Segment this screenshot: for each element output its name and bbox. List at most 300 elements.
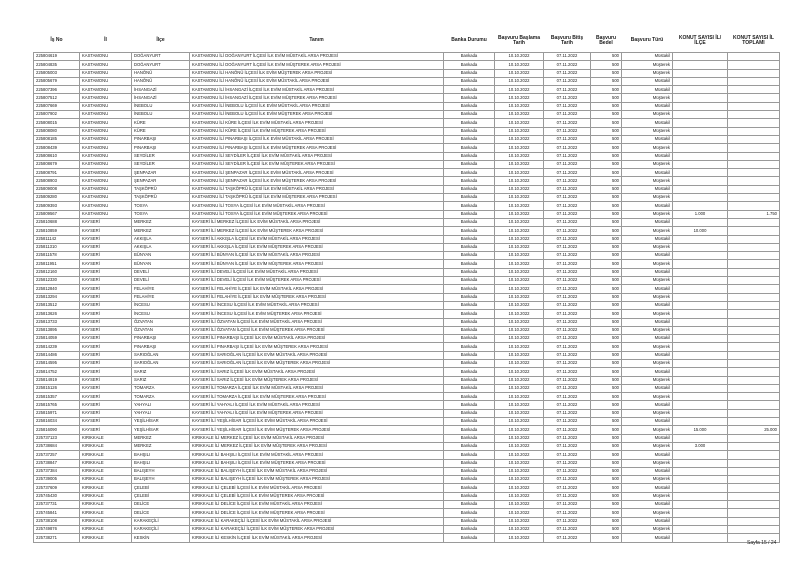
cell-tanim: KASTAMONU İLİ TAŞKÖPRÜ İLÇESİ İLK EVİM MÜSTAKİL ARSA PROJESİ: [190, 185, 444, 193]
cell-basvuru-baslama: 10.10.2022: [495, 194, 544, 202]
cell-basvuru-bitis: 07.11.2022: [544, 326, 591, 334]
cell-ilce: İNCESU: [132, 310, 190, 318]
cell-il: KIRIKKALE: [80, 517, 132, 525]
cell-basvuru-bitis: 07.11.2022: [544, 393, 591, 401]
cell-basvuru-bitis: 07.11.2022: [544, 418, 591, 426]
cell-banka-durumu: Bankada: [444, 293, 495, 301]
cell-il: KAYSERİ: [80, 268, 132, 276]
cell-basvuru-turu: Müstakil: [622, 86, 673, 94]
cell-is-no: 225814059: [34, 335, 80, 343]
cell-is-no: 225808610: [34, 152, 80, 160]
cell-banka-durumu: Bankada: [444, 409, 495, 417]
cell-tanim: KASTAMONU İLİ SEYDİLER İLÇESİ İLK EVİM MÜŞTEREK ARSA PROJESİ: [190, 160, 444, 168]
cell-il: KASTAMONU: [80, 127, 132, 135]
table-row: [34, 442, 780, 450]
table-row: [34, 376, 780, 384]
cell-basvuru-turu: Müşterek: [622, 177, 673, 185]
cell-basvuru-bedel: 500: [591, 301, 622, 309]
cell-banka-durumu: Bankada: [444, 343, 495, 351]
cell-basvuru-bedel: 500: [591, 119, 622, 127]
cell-basvuru-bedel: 500: [591, 467, 622, 475]
cell-tanim: KASTAMONU İLİ KÜRE İLÇESİ İLK EVİM MÜŞTEREK ARSA PROJESİ: [190, 127, 444, 135]
cell-basvuru-bitis: 07.11.2022: [544, 111, 591, 119]
cell-il: KIRIKKALE: [80, 501, 132, 509]
cell-banka-durumu: Bankada: [444, 393, 495, 401]
cell-basvuru-bitis: 07.11.2022: [544, 252, 591, 260]
cell-ilce: TOSYA: [132, 210, 190, 218]
cell-tanim: KIRIKKALE İLİ MERKEZ İLÇESİ İLK EVİM MÜSTAKİL ARSA PROJESİ: [190, 434, 444, 442]
cell-basvuru-bitis: 07.11.2022: [544, 160, 591, 168]
cell-basvuru-turu: Müşterek: [622, 260, 673, 268]
cell-banka-durumu: Bankada: [444, 525, 495, 533]
cell-konut-il-ilce: 10.000: [673, 227, 728, 235]
cell-basvuru-baslama: 10.10.2022: [495, 227, 544, 235]
cell-basvuru-bitis: 07.11.2022: [544, 94, 591, 102]
cell-banka-durumu: Bankada: [444, 484, 495, 492]
cell-banka-durumu: Bankada: [444, 368, 495, 376]
cell-is-no: 225808679: [34, 160, 80, 168]
cell-is-no: 225808903: [34, 177, 80, 185]
cell-konut-il-toplami: [728, 359, 780, 367]
cell-konut-il-toplami: [728, 111, 780, 119]
cell-konut-il-ilce: [673, 484, 728, 492]
cell-il: KAYSERİ: [80, 351, 132, 359]
cell-is-no: 225807902: [34, 111, 80, 119]
cell-banka-durumu: Bankada: [444, 492, 495, 500]
cell-basvuru-bedel: 500: [591, 434, 622, 442]
cell-konut-il-ilce: [673, 235, 728, 243]
cell-ilce: YAHYALI: [132, 401, 190, 409]
table-row: [34, 451, 780, 459]
cell-banka-durumu: Bankada: [444, 94, 495, 102]
cell-basvuru-bitis: 07.11.2022: [544, 343, 591, 351]
cell-basvuru-baslama: 10.10.2022: [495, 525, 544, 533]
cell-basvuru-baslama: 10.10.2022: [495, 53, 544, 61]
table-row: [34, 368, 780, 376]
cell-basvuru-bedel: 500: [591, 69, 622, 77]
cell-ilce: SEYDİLER: [132, 152, 190, 160]
cell-il: KAYSERİ: [80, 426, 132, 434]
cell-konut-il-toplami: [728, 384, 780, 392]
cell-basvuru-turu: Müşterek: [622, 61, 673, 69]
cell-konut-il-toplami: [728, 318, 780, 326]
cell-banka-durumu: Bankada: [444, 185, 495, 193]
cell-tanim: KIRIKKALE İLİ KARAKEÇİLİ İLÇESİ İLK EVİM MÜŞTEREK ARSA PROJESİ: [190, 525, 444, 533]
cell-il: KIRIKKALE: [80, 434, 132, 442]
cell-il: KASTAMONU: [80, 202, 132, 210]
cell-basvuru-bedel: 500: [591, 210, 622, 218]
cell-konut-il-toplami: [728, 86, 780, 94]
cell-basvuru-bedel: 500: [591, 77, 622, 85]
cell-basvuru-bedel: 500: [591, 86, 622, 94]
cell-basvuru-baslama: 10.10.2022: [495, 86, 544, 94]
cell-ilce: YEŞİLHİSAR: [132, 418, 190, 426]
cell-tanim: KASTAMONU İLİ DOĞANYURT İLÇESİ İLK EVİM MÜSTAKİL ARSA PROJESİ: [190, 53, 444, 61]
cell-basvuru-bedel: 500: [591, 401, 622, 409]
cell-basvuru-bitis: 07.11.2022: [544, 409, 591, 417]
table-row: [34, 185, 780, 193]
cell-banka-durumu: Bankada: [444, 119, 495, 127]
cell-ilce: PINARBAŞI: [132, 343, 190, 351]
cell-konut-il-toplami: [728, 135, 780, 143]
cell-banka-durumu: Bankada: [444, 218, 495, 226]
cell-konut-il-toplami: [728, 102, 780, 110]
cell-tanim: KASTAMONU İLİ İNEBOLU İLÇESİ İLK EVİM MÜSTAKİL ARSA PROJESİ: [190, 102, 444, 110]
cell-konut-il-toplami: [728, 335, 780, 343]
cell-il: KASTAMONU: [80, 144, 132, 152]
table-row: [34, 210, 780, 218]
cell-basvuru-bedel: 500: [591, 293, 622, 301]
cell-basvuru-turu: Müşterek: [622, 160, 673, 168]
cell-konut-il-toplami: [728, 418, 780, 426]
cell-il: KAYSERİ: [80, 227, 132, 235]
cell-basvuru-bedel: 500: [591, 160, 622, 168]
cell-basvuru-turu: Müşterek: [622, 277, 673, 285]
cell-konut-il-ilce: [673, 384, 728, 392]
cell-basvuru-turu: Müşterek: [622, 111, 673, 119]
cell-ilce: İNCESU: [132, 301, 190, 309]
cell-basvuru-bedel: 500: [591, 310, 622, 318]
table-row: [34, 293, 780, 301]
cell-ilce: SARIZ: [132, 368, 190, 376]
cell-basvuru-bedel: 500: [591, 235, 622, 243]
cell-ilce: BALIŞEYH: [132, 476, 190, 484]
cell-banka-durumu: Bankada: [444, 177, 495, 185]
cell-il: KIRIKKALE: [80, 451, 132, 459]
cell-basvuru-baslama: 10.10.2022: [495, 160, 544, 168]
cell-basvuru-bedel: 500: [591, 144, 622, 152]
cell-is-no: 225809393: [34, 202, 80, 210]
cell-il: KAYSERİ: [80, 343, 132, 351]
cell-basvuru-turu: Müşterek: [622, 442, 673, 450]
cell-il: KIRIKKALE: [80, 467, 132, 475]
cell-basvuru-bitis: 07.11.2022: [544, 492, 591, 500]
cell-is-no: 225804835: [34, 61, 80, 69]
cell-basvuru-turu: Müstakil: [622, 119, 673, 127]
header-banka-durumu: Banka Durumu: [451, 37, 487, 44]
header-basvuru-baslama: Başvuru Başlama Tarih: [498, 34, 540, 46]
cell-basvuru-bedel: 500: [591, 285, 622, 293]
cell-ilce: HANÖNÜ: [132, 77, 190, 85]
cell-tanim: KASTAMONU İLİ SEYDİLER İLÇESİ İLK EVİM MÜSTAKİL ARSA PROJESİ: [190, 152, 444, 160]
cell-basvuru-bitis: 07.11.2022: [544, 359, 591, 367]
cell-basvuru-baslama: 10.10.2022: [495, 202, 544, 210]
cell-tanim: KAYSERİ İLİ AKKIŞLA İLÇESİ İLK EVİM MÜŞTEREK ARSA PROJESİ: [190, 243, 444, 251]
cell-konut-il-ilce: 15.000: [673, 426, 728, 434]
table-row: [34, 501, 780, 509]
cell-il: KAYSERİ: [80, 384, 132, 392]
cell-konut-il-toplami: [728, 492, 780, 500]
cell-ilce: KÜRE: [132, 119, 190, 127]
table-row: [34, 301, 780, 309]
cell-basvuru-bitis: 07.11.2022: [544, 185, 591, 193]
cell-tanim: KASTAMONU İLİ ŞENPAZAR İLÇESİ İLK EVİM MÜŞTEREK ARSA PROJESİ: [190, 177, 444, 185]
cell-is-no: 225811951: [34, 260, 80, 268]
cell-banka-durumu: Bankada: [444, 401, 495, 409]
cell-basvuru-bitis: 07.11.2022: [544, 127, 591, 135]
cell-konut-il-ilce: [673, 318, 728, 326]
cell-il: KASTAMONU: [80, 135, 132, 143]
cell-konut-il-toplami: [728, 368, 780, 376]
cell-basvuru-bedel: 500: [591, 534, 622, 542]
cell-konut-il-ilce: [673, 343, 728, 351]
table-row: [34, 484, 780, 492]
cell-ilce: YEŞİLHİSAR: [132, 426, 190, 434]
cell-konut-il-ilce: 1.000: [673, 210, 728, 218]
cell-il: KIRIKKALE: [80, 509, 132, 517]
cell-basvuru-baslama: 10.10.2022: [495, 235, 544, 243]
cell-basvuru-turu: Müstakil: [622, 467, 673, 475]
cell-basvuru-bedel: 500: [591, 343, 622, 351]
cell-konut-il-toplami: [728, 202, 780, 210]
cell-il: KAYSERİ: [80, 318, 132, 326]
cell-basvuru-baslama: 10.10.2022: [495, 301, 544, 309]
cell-basvuru-turu: Müstakil: [622, 368, 673, 376]
cell-is-no: 225812840: [34, 285, 80, 293]
cell-basvuru-bitis: 07.11.2022: [544, 426, 591, 434]
cell-konut-il-toplami: [728, 459, 780, 467]
cell-ilce: TAŞKÖPRÜ: [132, 185, 190, 193]
cell-ilce: DELİCE: [132, 509, 190, 517]
cell-ilce: İHSANGAZİ: [132, 94, 190, 102]
table-row: [34, 169, 780, 177]
cell-basvuru-bitis: 07.11.2022: [544, 310, 591, 318]
cell-tanim: KAYSERİ İLİ FELAHİYE İLÇESİ İLK EVİM MÜSTAKİL ARSA PROJESİ: [190, 285, 444, 293]
cell-tanim: KAYSERİ İLİ PINARBAŞI İLÇESİ İLK EVİM MÜSTAKİL ARSA PROJESİ: [190, 335, 444, 343]
cell-basvuru-bitis: 07.11.2022: [544, 277, 591, 285]
table-row: [34, 326, 780, 334]
cell-tanim: KAYSERİ İLİ YEŞİLHİSAR İLÇESİ İLK EVİM MÜSTAKİL ARSA PROJESİ: [190, 418, 444, 426]
cell-ilce: FELAHİYE: [132, 285, 190, 293]
cell-banka-durumu: Bankada: [444, 202, 495, 210]
cell-basvuru-bitis: 07.11.2022: [544, 476, 591, 484]
cell-banka-durumu: Bankada: [444, 210, 495, 218]
cell-basvuru-bedel: 500: [591, 268, 622, 276]
table-row: [34, 252, 780, 260]
cell-konut-il-toplami: [728, 227, 780, 235]
cell-basvuru-turu: Müstakil: [622, 318, 673, 326]
cell-il: KAYSERİ: [80, 326, 132, 334]
cell-il: KAYSERİ: [80, 301, 132, 309]
cell-banka-durumu: Bankada: [444, 260, 495, 268]
cell-konut-il-toplami: 25.000: [728, 426, 780, 434]
cell-konut-il-ilce: [673, 418, 728, 426]
cell-banka-durumu: Bankada: [444, 235, 495, 243]
cell-konut-il-ilce: [673, 111, 728, 119]
cell-ilce: MERKEZ: [132, 218, 190, 226]
cell-konut-il-ilce: [673, 268, 728, 276]
cell-basvuru-baslama: 10.10.2022: [495, 127, 544, 135]
cell-ilce: TOMARZA: [132, 384, 190, 392]
cell-is-no: 225814595: [34, 359, 80, 367]
table-row: [34, 343, 780, 351]
cell-il: KIRIKKALE: [80, 534, 132, 542]
cell-basvuru-bedel: 500: [591, 492, 622, 500]
cell-basvuru-bitis: 07.11.2022: [544, 293, 591, 301]
cell-konut-il-toplami: [728, 69, 780, 77]
cell-il: KIRIKKALE: [80, 525, 132, 533]
cell-basvuru-bedel: 500: [591, 61, 622, 69]
table-row: [34, 359, 780, 367]
cell-basvuru-baslama: 10.10.2022: [495, 77, 544, 85]
cell-konut-il-ilce: [673, 359, 728, 367]
cell-basvuru-baslama: 10.10.2022: [495, 459, 544, 467]
cell-konut-il-ilce: 3.000: [673, 442, 728, 450]
cell-ilce: PINARBAŞI: [132, 335, 190, 343]
cell-basvuru-bitis: 07.11.2022: [544, 442, 591, 450]
table-row: [34, 260, 780, 268]
cell-konut-il-toplami: [728, 152, 780, 160]
cell-basvuru-bitis: 07.11.2022: [544, 268, 591, 276]
cell-konut-il-toplami: [728, 94, 780, 102]
cell-is-no: 225813895: [34, 326, 80, 334]
cell-tanim: KAYSERİ İLİ İNCESU İLÇESİ İLK EVİM MÜSTAKİL ARSA PROJESİ: [190, 301, 444, 309]
cell-il: KASTAMONU: [80, 61, 132, 69]
cell-banka-durumu: Bankada: [444, 268, 495, 276]
cell-banka-durumu: Bankada: [444, 517, 495, 525]
cell-basvuru-turu: Müşterek: [622, 359, 673, 367]
cell-konut-il-ilce: [673, 310, 728, 318]
table-row: [34, 467, 780, 475]
cell-banka-durumu: Bankada: [444, 426, 495, 434]
cell-banka-durumu: Bankada: [444, 127, 495, 135]
cell-banka-durumu: Bankada: [444, 476, 495, 484]
cell-basvuru-turu: Müşterek: [622, 393, 673, 401]
cell-basvuru-bedel: 500: [591, 102, 622, 110]
cell-basvuru-bedel: 500: [591, 185, 622, 193]
cell-banka-durumu: Bankada: [444, 69, 495, 77]
table-row: [34, 434, 780, 442]
cell-il: KASTAMONU: [80, 69, 132, 77]
cell-banka-durumu: Bankada: [444, 351, 495, 359]
cell-is-no: 225805679: [34, 77, 80, 85]
cell-basvuru-bitis: 07.11.2022: [544, 285, 591, 293]
cell-il: KAYSERİ: [80, 260, 132, 268]
cell-konut-il-ilce: [673, 467, 728, 475]
cell-ilce: KARAKEÇİLİ: [132, 517, 190, 525]
cell-konut-il-toplami: [728, 525, 780, 533]
cell-banka-durumu: Bankada: [444, 53, 495, 61]
table-body: [34, 53, 780, 543]
cell-banka-durumu: Bankada: [444, 310, 495, 318]
cell-il: KIRIKKALE: [80, 459, 132, 467]
cell-tanim: KASTAMONU İLİ HANÖNÜ İLÇESİ İLK EVİM MÜŞTEREK ARSA PROJESİ: [190, 69, 444, 77]
cell-tanim: KAYSERİ İLİ ÖZVATAN İLÇESİ İLK EVİM MÜŞTEREK ARSA PROJESİ: [190, 326, 444, 334]
header-basvuru-bitis: Başvuru Bitiş Tarih: [550, 34, 584, 46]
cell-basvuru-turu: Müstakil: [622, 401, 673, 409]
cell-tanim: KAYSERİ İLİ YAHYALI İLÇESİ İLK EVİM MÜSTAKİL ARSA PROJESİ: [190, 401, 444, 409]
cell-tanim: KAYSERİ İLİ TOMARZA İLÇESİ İLK EVİM MÜŞTEREK ARSA PROJESİ: [190, 393, 444, 401]
cell-il: KASTAMONU: [80, 160, 132, 168]
header-is-no: İş No: [50, 37, 63, 44]
table-row: [34, 69, 780, 77]
cell-konut-il-ilce: [673, 476, 728, 484]
cell-banka-durumu: Bankada: [444, 86, 495, 94]
cell-basvuru-bedel: 500: [591, 442, 622, 450]
table-row: [34, 426, 780, 434]
cell-il: KASTAMONU: [80, 77, 132, 85]
table-row: [34, 525, 780, 533]
cell-basvuru-bedel: 500: [591, 169, 622, 177]
cell-basvuru-bedel: 500: [591, 368, 622, 376]
cell-basvuru-bitis: 07.11.2022: [544, 509, 591, 517]
cell-tanim: KAYSERİ İLİ BÜNYAN İLÇESİ İLK EVİM MÜSTAKİL ARSA PROJESİ: [190, 252, 444, 260]
cell-ilce: KÜRE: [132, 127, 190, 135]
cell-konut-il-ilce: [673, 351, 728, 359]
cell-basvuru-turu: Müstakil: [622, 77, 673, 85]
cell-is-no: 225812330: [34, 277, 80, 285]
cell-is-no: 225811310: [34, 243, 80, 251]
cell-is-no: 225749876: [34, 525, 80, 533]
cell-konut-il-ilce: [673, 335, 728, 343]
cell-is-no: 225808080: [34, 127, 80, 135]
cell-konut-il-toplami: [728, 260, 780, 268]
cell-is-no: 225816090: [34, 426, 80, 434]
cell-konut-il-ilce: [673, 202, 728, 210]
table-row: [34, 509, 780, 517]
cell-il: KASTAMONU: [80, 94, 132, 102]
cell-is-no: 225745841: [34, 509, 80, 517]
cell-tanim: KAYSERİ İLİ MERKEZ İLÇESİ İLK EVİM MÜSTAKİL ARSA PROJESİ: [190, 218, 444, 226]
cell-banka-durumu: Bankada: [444, 359, 495, 367]
cell-basvuru-baslama: 10.10.2022: [495, 152, 544, 160]
cell-ilce: MERKEZ: [132, 434, 190, 442]
cell-il: KASTAMONU: [80, 111, 132, 119]
table-row: [34, 384, 780, 392]
cell-basvuru-bitis: 07.11.2022: [544, 459, 591, 467]
cell-is-no: 225814752: [34, 368, 80, 376]
cell-il: KAYSERİ: [80, 393, 132, 401]
cell-konut-il-toplami: [728, 376, 780, 384]
table-row: [34, 218, 780, 226]
cell-basvuru-turu: Müstakil: [622, 434, 673, 442]
cell-basvuru-baslama: 10.10.2022: [495, 293, 544, 301]
cell-tanim: KIRIKKALE İLİ KARAKEÇİLİ İLÇESİ İLK EVİM MÜSTAKİL ARSA PROJESİ: [190, 517, 444, 525]
cell-banka-durumu: Bankada: [444, 451, 495, 459]
cell-ilce: TAŞKÖPRÜ: [132, 194, 190, 202]
cell-basvuru-bedel: 500: [591, 501, 622, 509]
cell-ilce: ÇELEBİ: [132, 492, 190, 500]
cell-il: KASTAMONU: [80, 169, 132, 177]
cell-ilce: DEVELİ: [132, 277, 190, 285]
cell-basvuru-baslama: 10.10.2022: [495, 260, 544, 268]
table-row: [34, 401, 780, 409]
cell-basvuru-bedel: 500: [591, 359, 622, 367]
cell-basvuru-bitis: 07.11.2022: [544, 351, 591, 359]
cell-basvuru-baslama: 10.10.2022: [495, 484, 544, 492]
cell-basvuru-baslama: 10.10.2022: [495, 368, 544, 376]
cell-il: KASTAMONU: [80, 152, 132, 160]
cell-basvuru-turu: Müstakil: [622, 484, 673, 492]
cell-tanim: KASTAMONU İLİ İNEBOLU İLÇESİ İLK EVİM MÜŞTEREK ARSA PROJESİ: [190, 111, 444, 119]
cell-tanim: KASTAMONU İLİ İHSANGAZİ İLÇESİ İLK EVİM MÜSTAKİL ARSA PROJESİ: [190, 86, 444, 94]
cell-basvuru-turu: Müşterek: [622, 343, 673, 351]
cell-banka-durumu: Bankada: [444, 301, 495, 309]
cell-basvuru-turu: Müşterek: [622, 525, 673, 533]
cell-basvuru-turu: Müstakil: [622, 418, 673, 426]
cell-basvuru-bedel: 500: [591, 525, 622, 533]
cell-basvuru-bitis: 07.11.2022: [544, 69, 591, 77]
cell-tanim: KAYSERİ İLİ SARIZ İLÇESİ İLK EVİM MÜSTAKİL ARSA PROJESİ: [190, 368, 444, 376]
cell-basvuru-baslama: 10.10.2022: [495, 426, 544, 434]
cell-ilce: SARIOĞLAN: [132, 359, 190, 367]
cell-banka-durumu: Bankada: [444, 252, 495, 260]
cell-basvuru-turu: Müstakil: [622, 202, 673, 210]
cell-il: KAYSERİ: [80, 235, 132, 243]
cell-is-no: 225812160: [34, 268, 80, 276]
cell-basvuru-bitis: 07.11.2022: [544, 484, 591, 492]
cell-is-no: 225809567: [34, 210, 80, 218]
